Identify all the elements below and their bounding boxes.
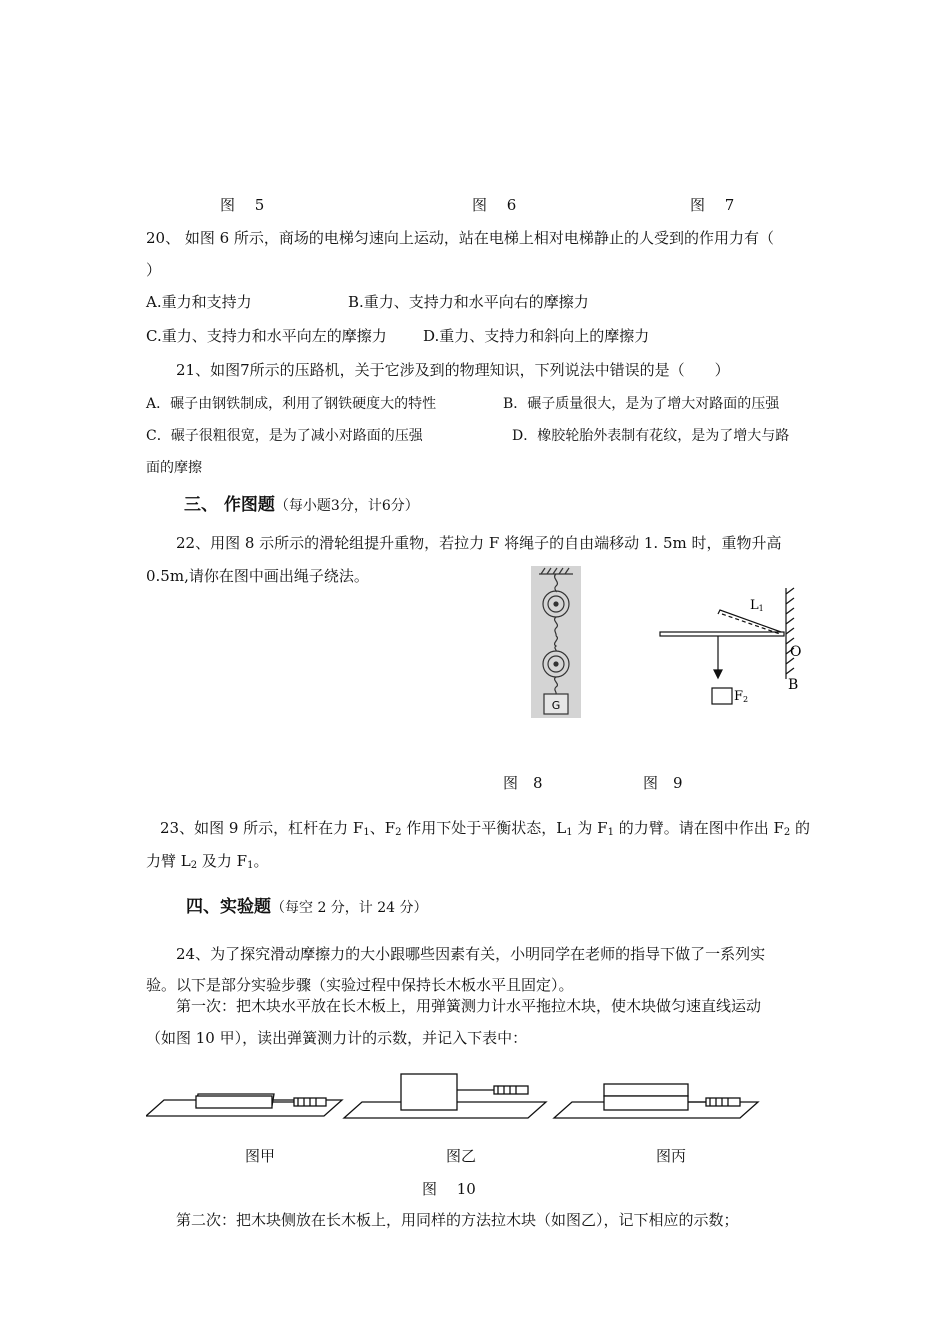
label-l1: L1	[750, 598, 764, 613]
q21-option-a: A．碾子由钢铁制成，利用了钢铁硬度大的特性	[146, 396, 437, 412]
q20-option-c: C.重力、支持力和水平向左的摩擦力	[146, 327, 387, 345]
figure-7-caption: 图 7	[690, 196, 735, 214]
lever-bar	[660, 632, 784, 636]
q24-line-5: 第二次：把木块侧放在长木板上，用同样的方法拉木块（如图乙），记下相应的示数；	[176, 1211, 739, 1229]
label-b: B	[788, 677, 799, 693]
figure-9-lever	[656, 584, 806, 714]
l1-arm-dashed	[722, 614, 780, 634]
section-3-note: （每小题3分，计6分）	[274, 498, 419, 514]
block-bing-top	[604, 1084, 688, 1096]
figure-8-pulley	[531, 566, 581, 718]
q21-option-d-continued: 面的摩擦	[146, 460, 202, 476]
block-yi	[401, 1074, 457, 1110]
figure-10-caption: 图 10	[422, 1180, 476, 1198]
section-4-title: 四、实验题	[186, 897, 271, 917]
figure-8-caption: 图 8	[503, 774, 543, 792]
q20-option-d: D.重力、支持力和斜向上的摩擦力	[423, 327, 650, 345]
block-jia	[196, 1096, 272, 1108]
spring-scale-bing	[706, 1098, 740, 1106]
figure-10-bing-label: 图丙	[656, 1147, 687, 1165]
q20-option-a: A.重力和支持力	[146, 293, 252, 311]
block-bing-bottom	[604, 1096, 688, 1110]
section-4-note: （每空 2 分，计 24 分）	[271, 900, 428, 916]
q24-line-1: 24、为了探究滑动摩擦力的大小跟哪些因素有关，小明同学在老师的指导下做了一系列实	[176, 945, 766, 963]
figure-10-jia-label: 图甲	[245, 1147, 276, 1165]
weight-label: G	[551, 699, 561, 712]
q22-line-2: 0.5m,请你在图中画出绳子绕法。	[146, 567, 369, 585]
f2-weight-box	[712, 688, 732, 704]
section-4-heading	[186, 897, 428, 918]
q22-line-1: 22、用图 8 示所示的滑轮组提升重物，若拉力 F 将绳子的自由端移动 1. 5m 时，重物升高	[176, 534, 782, 552]
q23-line-2: 力臂 $L_2$ 及力 $F_1$。	[146, 852, 269, 871]
q20-stem-end: ）	[146, 261, 162, 279]
figure-10-diagrams	[146, 1066, 766, 1126]
q24-line-3: 第一次：把木块水平放在长木板上，用弹簧测力计水平拖拉木块，使木块做匀速直线运动	[176, 997, 762, 1015]
q21-option-b: B．碾子质量很大，是为了增大对路面的压强	[503, 396, 780, 412]
q20-option-b: B.重力、支持力和水平向右的摩擦力	[348, 293, 589, 311]
q24-line-4: （如图 10 甲），读出弹簧测力计的示数，并记入下表中：	[146, 1029, 528, 1047]
figure-9-caption: 图 9	[643, 774, 683, 792]
figure-10-yi-label: 图乙	[446, 1147, 477, 1165]
q21-option-d: D．橡胶轮胎外表制有花纹，是为了增大与路	[512, 428, 790, 444]
q24-line-2: 验。以下是部分实验步骤（实验过程中保持长木板水平且固定）。	[146, 976, 574, 994]
spring-scale-yi	[494, 1086, 528, 1094]
label-o: O	[790, 644, 802, 660]
f1-force-line	[718, 610, 781, 632]
section-3-heading	[184, 495, 419, 516]
q20-stem: 20、 如图 6 所示，商场的电梯匀速向上运动，站在电梯上相对电梯静止的人受到的作用力有（	[146, 229, 774, 247]
section-3-title: 三、 作图题	[184, 495, 275, 515]
q23-line-1: 23、如图 9 所示，杠杆在力 $F_1$、$F_2$ 作用下处于平衡状态，$L_1$ 为 $F_1$ 的力臂。请在图中作出 $F_2$ 的	[160, 819, 811, 838]
q21-stem: 21、如图7所示的压路机，关于它涉及到的物理知识，下列说法中错误的是（ ）	[176, 361, 730, 379]
q21-option-c: C．碾子很粗很宽，是为了减小对路面的压强	[146, 428, 423, 444]
figure-5-caption: 图 5	[220, 196, 265, 214]
figure-6-caption: 图 6	[472, 196, 517, 214]
label-f2: F2	[734, 689, 749, 704]
